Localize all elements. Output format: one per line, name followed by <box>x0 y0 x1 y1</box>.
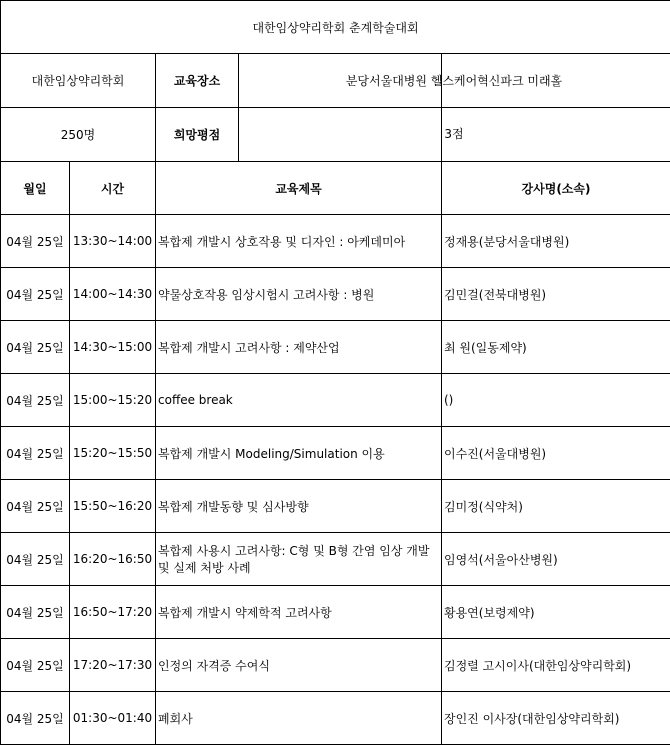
session-time: 01:30~01:40 <box>70 692 156 745</box>
session-date: 04월 25일 <box>1 215 70 268</box>
table-row <box>1 533 670 586</box>
session-speaker: 김민걸(전북대병원) <box>442 268 670 321</box>
session-time: 13:30~14:00 <box>70 215 156 268</box>
header-row <box>1 162 670 215</box>
table-row <box>1 268 670 321</box>
session-title: 약물상호작용 임상시험시 고려사항 : 병원 <box>156 268 442 321</box>
session-title: 복합제 개발시 약제학적 고려사항 <box>156 586 442 639</box>
session-time: 16:20~16:50 <box>70 533 156 586</box>
col-time-header: 시간 <box>70 162 156 215</box>
table-row <box>1 480 670 533</box>
session-date: 04월 25일 <box>1 374 70 427</box>
table-row <box>1 427 670 480</box>
session-date: 04월 25일 <box>1 480 70 533</box>
rating-value: 3점 <box>238 107 670 159</box>
session-time: 16:50~17:20 <box>70 586 156 639</box>
session-date: 04월 25일 <box>1 268 70 321</box>
event-title: 대한임상약리학회 춘계학술대회 <box>1 1 670 54</box>
table-row <box>1 215 670 268</box>
session-date: 04월 25일 <box>1 586 70 639</box>
session-title: 복합제 사용시 고려사항: C형 및 B형 간염 임상 개발 및 실제 처방 사례 <box>156 533 442 586</box>
session-title: 폐회사 <box>156 692 442 745</box>
session-date: 04월 25일 <box>1 639 70 692</box>
session-date: 04월 25일 <box>1 321 70 374</box>
capacity: 250명 <box>1 108 156 162</box>
session-title: 복합제 개발시 Modeling/Simulation 이용 <box>156 427 442 480</box>
session-time: 14:30~15:00 <box>70 321 156 374</box>
session-time: 15:20~15:50 <box>70 427 156 480</box>
session-date: 04월 25일 <box>1 692 70 745</box>
session-speaker: 이수진(서울대병원) <box>442 427 670 480</box>
session-title: 복합제 개발시 고려사항 : 제약산업 <box>156 321 442 374</box>
session-speaker: 장인진 이사장(대한임상약리학회) <box>442 692 670 745</box>
organizer: 대한임상약리학회 <box>1 54 156 108</box>
rating-label: 희망평점 <box>156 108 239 161</box>
session-speaker: () <box>442 374 670 427</box>
session-time: 15:50~16:20 <box>70 480 156 533</box>
session-time: 15:00~15:20 <box>70 374 156 427</box>
col-date-header: 월일 <box>1 162 70 215</box>
session-title: coffee break <box>156 374 442 427</box>
title-row <box>1 1 670 54</box>
col-speaker-header: 강사명(소속) <box>442 162 670 215</box>
session-speaker: 정재용(분당서울대병원) <box>442 215 670 268</box>
venue-value: 분당서울대병원 헬스케어혁신파크 미래홀 <box>238 54 670 106</box>
session-speaker: 최 원(일동제약) <box>442 321 670 374</box>
session-title: 복합제 개발동향 및 심사방향 <box>156 480 442 533</box>
session-speaker: 김미정(식약처) <box>442 480 670 533</box>
session-date: 04월 25일 <box>1 427 70 480</box>
table-row <box>1 586 670 639</box>
session-speaker: 임영석(서울아산병원) <box>442 533 670 586</box>
col-title-header: 교육제목 <box>156 162 442 215</box>
session-date: 04월 25일 <box>1 533 70 586</box>
session-title: 복합제 개발시 상호작용 및 디자인 : 아케데미아 <box>156 215 442 268</box>
session-time: 17:20~17:30 <box>70 639 156 692</box>
session-time: 14:00~14:30 <box>70 268 156 321</box>
table-row <box>1 374 670 427</box>
table-row <box>1 692 670 745</box>
venue-label: 교육장소 <box>156 54 239 107</box>
session-title: 인정의 자격증 수여식 <box>156 639 442 692</box>
session-speaker: 황용연(보령제약) <box>442 586 670 639</box>
session-speaker: 김정렬 고시이사(대한임상약리학회) <box>442 639 670 692</box>
table-row <box>1 639 670 692</box>
table-row <box>1 321 670 374</box>
